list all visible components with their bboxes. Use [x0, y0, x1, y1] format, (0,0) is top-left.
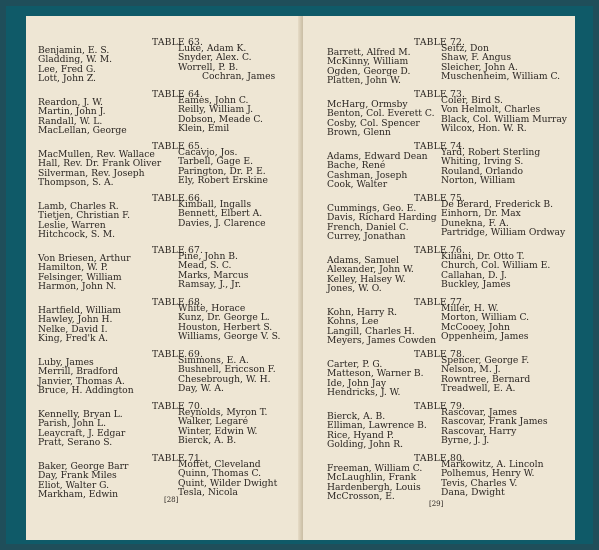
guest-name: Hitchcock, S. M. [38, 228, 116, 240]
guest-name: Bache, René [327, 160, 386, 172]
guest-name: Hendricks, J. W. [327, 386, 401, 398]
right-page [303, 16, 575, 540]
table-title: TABLE 69. [152, 349, 204, 360]
guest-name: Black, Col. William Murray [441, 113, 567, 125]
guest-name: Bruce, H. Addington [38, 384, 134, 396]
guest-name: Williams, George V. S. [178, 330, 281, 342]
guest-name: Spencer, George F. [441, 355, 530, 366]
guest-name: Rascovar, Frank James [441, 416, 548, 428]
guest-name: Harmon, John N. [38, 280, 117, 292]
guest-name: Matteson, Warner B. [327, 368, 424, 380]
table-title: TABLE 74. [414, 141, 466, 152]
guest-name: Einhorn, Dr. Max [441, 208, 521, 220]
guest-name: De Berard, Frederick B. [441, 199, 554, 210]
guest-name: Houston, Herbert S. [178, 321, 273, 333]
guest-name: Langill, Charles H. [327, 325, 415, 337]
table-title: TABLE 70. [152, 401, 204, 412]
table-title: TABLE 78. [414, 349, 466, 360]
guest-name: Reynolds, Myron T. [178, 407, 268, 418]
guest-name: Kohn, Harry R. [327, 307, 398, 318]
guest-name: Ramsay, J., Jr. [178, 278, 242, 290]
guest-name: Cacavjo, Jos. [178, 147, 238, 158]
table-title: TABLE 73. [414, 89, 466, 100]
guest-name: Golding, John R. [327, 438, 404, 450]
guest-name: Muschenheim, William C. [441, 70, 561, 82]
guest-name: Freeman, William C. [327, 463, 423, 474]
guest-name: Adams, Edward Dean [327, 151, 428, 162]
guest-name: Hamilton, W. P. [38, 262, 108, 274]
guest-name: Ide, John Jay [327, 377, 387, 389]
guest-name: Silverman, Rev. Joseph [38, 167, 145, 179]
guest-name: Carter, P. G. [327, 359, 383, 370]
guest-name: Currey, Jonathan [327, 230, 406, 242]
guest-name: Coler, Bird S. [441, 95, 503, 106]
guest-name: Lamb, Charles R. [38, 201, 119, 212]
guest-name: Jones, W. O. [327, 282, 382, 294]
guest-name: Benjamin, E. S. [38, 45, 110, 56]
guest-name: Pine, John B. [178, 251, 238, 262]
guest-name: Felsinger, William [38, 271, 122, 283]
guest-name: McLaughlin, Frank [327, 472, 417, 484]
guest-name: Markham, Edwin [38, 488, 119, 500]
table-title: TABLE 80. [414, 453, 466, 464]
guest-name: Lee, Fred G. [38, 63, 96, 75]
guest-name: Baker, George Barr [38, 461, 129, 472]
guest-name: McCrosson, E. [327, 490, 395, 502]
guest-name: Leaycraft, J. Edgar [38, 427, 126, 439]
guest-name: Buckley, James [441, 278, 511, 290]
guest-name: Bierck, A. B. [327, 411, 386, 422]
table-title: TABLE 79. [414, 401, 466, 412]
table-title: TABLE 75. [414, 193, 466, 204]
guest-name: Luby, James [38, 357, 94, 368]
guest-name: Quint, Wilder Dwight [178, 477, 278, 489]
guest-name: Moffet, Cleveland [178, 459, 261, 470]
table-title: TABLE 68. [152, 297, 204, 308]
guest-name: Elliman, Lawrence B. [327, 420, 427, 432]
guest-name: Winter, Edwin W. [178, 425, 258, 437]
table-title: TABLE 76. [414, 245, 466, 256]
guest-name: Tesla, Nicola [178, 486, 238, 498]
guest-name: Kimball, Ingalls [178, 199, 252, 210]
guest-name: Simmons, E. A. [178, 355, 249, 366]
guest-name: Day, W. A. [178, 382, 224, 394]
guest-name: Day, Frank Miles [38, 470, 117, 482]
guest-name: Dobson, Meade C. [178, 113, 263, 125]
guest-name: Mead, S. C. [178, 260, 232, 272]
guest-name: McKinny, William [327, 56, 409, 68]
guest-name: Rice, Hyand P. [327, 429, 394, 441]
guest-name: Reardon, J. W. [38, 97, 103, 108]
guest-name: Gladding, W. M. [38, 54, 113, 66]
guest-name: Rascovar, James [441, 407, 517, 418]
guest-name: Von Helmolt, Charles [441, 104, 541, 116]
guest-name: Parington, Dr. P. E. [178, 165, 266, 177]
guest-name: Bierck, A. B. [178, 434, 237, 446]
guest-name: Davis, Richard Harding [327, 212, 437, 224]
guest-name: Hall, Rev. Dr. Frank Oliver [38, 158, 162, 170]
guest-name: Cosby, Col. Spencer [327, 117, 420, 129]
table-title: TABLE 64. [152, 89, 204, 100]
guest-name: Seitz, Don [441, 43, 489, 54]
guest-name: Church, Col. William E. [441, 260, 551, 272]
guest-name: Tarbell, Gage E. [178, 156, 254, 168]
guest-name: White, Horace [178, 303, 246, 314]
guest-name: Wilcox, Hon. W. R. [441, 122, 527, 134]
guest-name: Cashman, Joseph [327, 169, 408, 181]
guest-name: Adams, Samuel [327, 255, 400, 266]
guest-name: Ogden, George D. [327, 65, 411, 77]
guest-name: Eames, John C. [178, 95, 249, 106]
guest-name: MacMullen, Rev. Wallace [38, 149, 155, 160]
left-page [26, 16, 303, 540]
guest-name: Cook, Walter [327, 178, 388, 190]
guest-name: Cochran, James [202, 70, 276, 82]
guest-name: Polhemus, Henry W. [441, 468, 535, 480]
guest-name: Kiliani, Dr. Otto T. [441, 251, 525, 262]
guest-name: Hardenbergh, Louis [327, 481, 421, 493]
guest-name: Byrne, J. J. [441, 434, 490, 446]
guest-name: Randall, W. L. [38, 115, 103, 127]
guest-name: Davies, J. Clarence [178, 217, 266, 229]
guest-name: Cummings, Geo. E. [327, 203, 417, 214]
table-title: TABLE 67. [152, 245, 204, 256]
guest-name: Quinn, Thomas C. [178, 468, 262, 480]
guest-name: Reilly, William J. [178, 104, 254, 116]
guest-name: Eliot, Walter G. [38, 479, 110, 491]
guest-name: Dana, Dwight [441, 486, 505, 498]
guest-name: Luke, Adam K. [178, 43, 247, 54]
guest-name: Nelke, David I. [38, 323, 108, 335]
table-title: TABLE 66. [152, 193, 204, 204]
guest-name: Chesebrough, W. H. [178, 373, 271, 385]
guest-name: Barrett, Alfred M. [327, 47, 411, 58]
guest-name: Marks, Marcus [178, 269, 249, 281]
guest-name: Hawley, John H. [38, 314, 113, 326]
guest-name: Janvier, Thomas A. [38, 375, 125, 387]
guest-name: Snyder, Alex. C. [178, 52, 252, 64]
guest-name: McCooey, John [441, 321, 510, 333]
guest-name: Callahan, D. J. [441, 269, 507, 281]
right-page-number: [29] [429, 500, 444, 508]
guest-name: Brown, Glenn [327, 126, 391, 138]
guest-name: Von Briesen, Arthur [38, 253, 131, 264]
table-title: TABLE 77. [414, 297, 466, 308]
guest-name: King, Fred'k A. [38, 332, 109, 344]
guest-name: Leslie, Warren [38, 219, 106, 231]
guest-name: Kunz, Dr. George L. [178, 312, 270, 324]
guest-name: Lott, John Z. [38, 72, 96, 84]
guest-name: Rowntree, Bernard [441, 373, 531, 385]
guest-name: Sleicher, John A. [441, 61, 518, 73]
table-title: TABLE 72. [414, 37, 466, 48]
guest-name: Hartfield, William [38, 305, 122, 316]
guest-name: McHarg, Ormsby [327, 99, 408, 110]
guest-name: Ely, Robert Erskine [178, 174, 268, 186]
guest-name: Partridge, William Ordway [441, 226, 566, 238]
table-title: TABLE 71. [152, 453, 204, 464]
left-page-number: [28] [164, 496, 179, 504]
guest-name: Bushnell, Ericcson F. [178, 364, 276, 376]
guest-name: Dunekna, F. A. [441, 217, 509, 229]
guest-name: Miller, H. W. [441, 303, 499, 314]
guest-name: Kelley, Halsey W. [327, 273, 406, 285]
guest-name: Oppenheim, James [441, 330, 529, 342]
guest-name: Pratt, Serano S. [38, 436, 113, 448]
table-title: TABLE 63. [152, 37, 204, 48]
guest-name: Platten, John W. [327, 74, 401, 86]
table-title: TABLE 65. [152, 141, 204, 152]
guest-name: Meyers, James Cowden [327, 334, 437, 346]
guest-name: Whiting, Irving S. [441, 156, 524, 168]
guest-name: Martin, John J. [38, 106, 106, 118]
guest-name: Shaw, F. Angus [441, 52, 512, 64]
guest-name: Parish, John L. [38, 418, 107, 430]
guest-name: Treadwell, E. A. [441, 382, 516, 394]
guest-name: Worrell, P. B. [178, 61, 239, 73]
guest-name: Klein, Emil [178, 122, 230, 134]
guest-name: Bennett, Elbert A. [178, 208, 263, 220]
guest-name: Rouland, Orlando [441, 165, 524, 177]
guest-name: Kohns, Lee [327, 316, 379, 328]
guest-name: Thompson, S. A. [38, 176, 114, 188]
guest-name: Markowitz, A. Lincoln [441, 459, 544, 470]
guest-name: MacLellan, George [38, 124, 127, 136]
guest-name: French, Daniel C. [327, 221, 409, 233]
guest-name: Tietjen, Christian F. [38, 210, 131, 222]
guest-name: Walker, Legaré [178, 416, 249, 428]
guest-name: Yard, Robert Sterling [441, 147, 541, 158]
guest-name: Kennelly, Bryan L. [38, 409, 123, 420]
guest-name: Merrill, Bradford [38, 366, 118, 378]
guest-name: Morton, William C. [441, 312, 530, 324]
guest-name: Nelson, M. J. [441, 364, 501, 376]
guest-name: Norton, William [441, 174, 516, 186]
guest-name: Alexander, John W. [327, 264, 414, 276]
guest-name: Tevis, Charles V. [441, 477, 518, 489]
guest-name: Benton, Col. Everett C. [327, 108, 435, 120]
guest-name: Rascovar, Harry [441, 425, 517, 437]
